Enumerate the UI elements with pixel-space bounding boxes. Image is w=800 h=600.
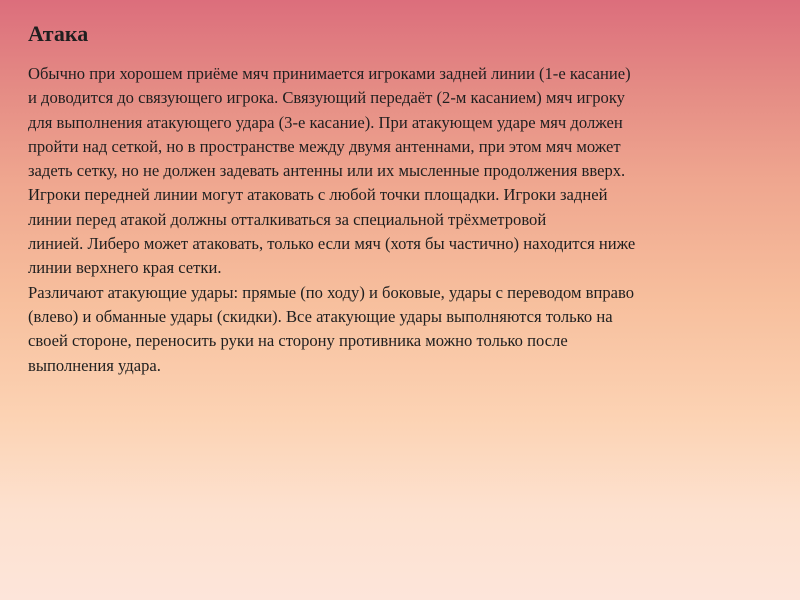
body-line: выполнения удара.: [28, 355, 161, 375]
body-line: пройти над сеткой, но в пространстве между двумя антеннами, при этом мяч может: [28, 136, 621, 156]
body-line: линией. Либеро может атаковать, только если мяч (хотя бы частично) находится ниже: [28, 234, 636, 254]
body-line: Различают атакующие удары: прямые (по ходу) и боковые, удары с переводом вправо: [28, 282, 635, 302]
body-line: линии верхнего края сетки.: [28, 258, 222, 278]
body-line: (влево) и обманные удары (скидки). Все атакующие удары выполняются только на: [28, 306, 613, 326]
body-line: Обычно при хорошем приёме мяч принимается игроками задней линии (1-е касание): [28, 64, 631, 83]
body-line: для выполнения атакующего удара (3-е касание). При атакующем ударе мяч должен: [28, 112, 623, 132]
slide-title: Атака: [28, 21, 89, 46]
body-line: задеть сетку, но не должен задевать антенны или их мысленные продолжения вверх.: [28, 161, 626, 181]
slide-body-text: [28, 62, 768, 378]
body-line: и доводится до связующего игрока. Связующий передаёт (2-м касанием) мяч игроку: [28, 88, 625, 108]
body-line: своей стороне, переносить руки на сторону противника можно только после: [28, 331, 568, 351]
body-line: Игроки передней линии могут атаковать с любой точки площадки. Игроки задней: [28, 185, 608, 205]
body-line: линии перед атакой должны отталкиваться за специальной трёхметровой: [28, 209, 547, 229]
